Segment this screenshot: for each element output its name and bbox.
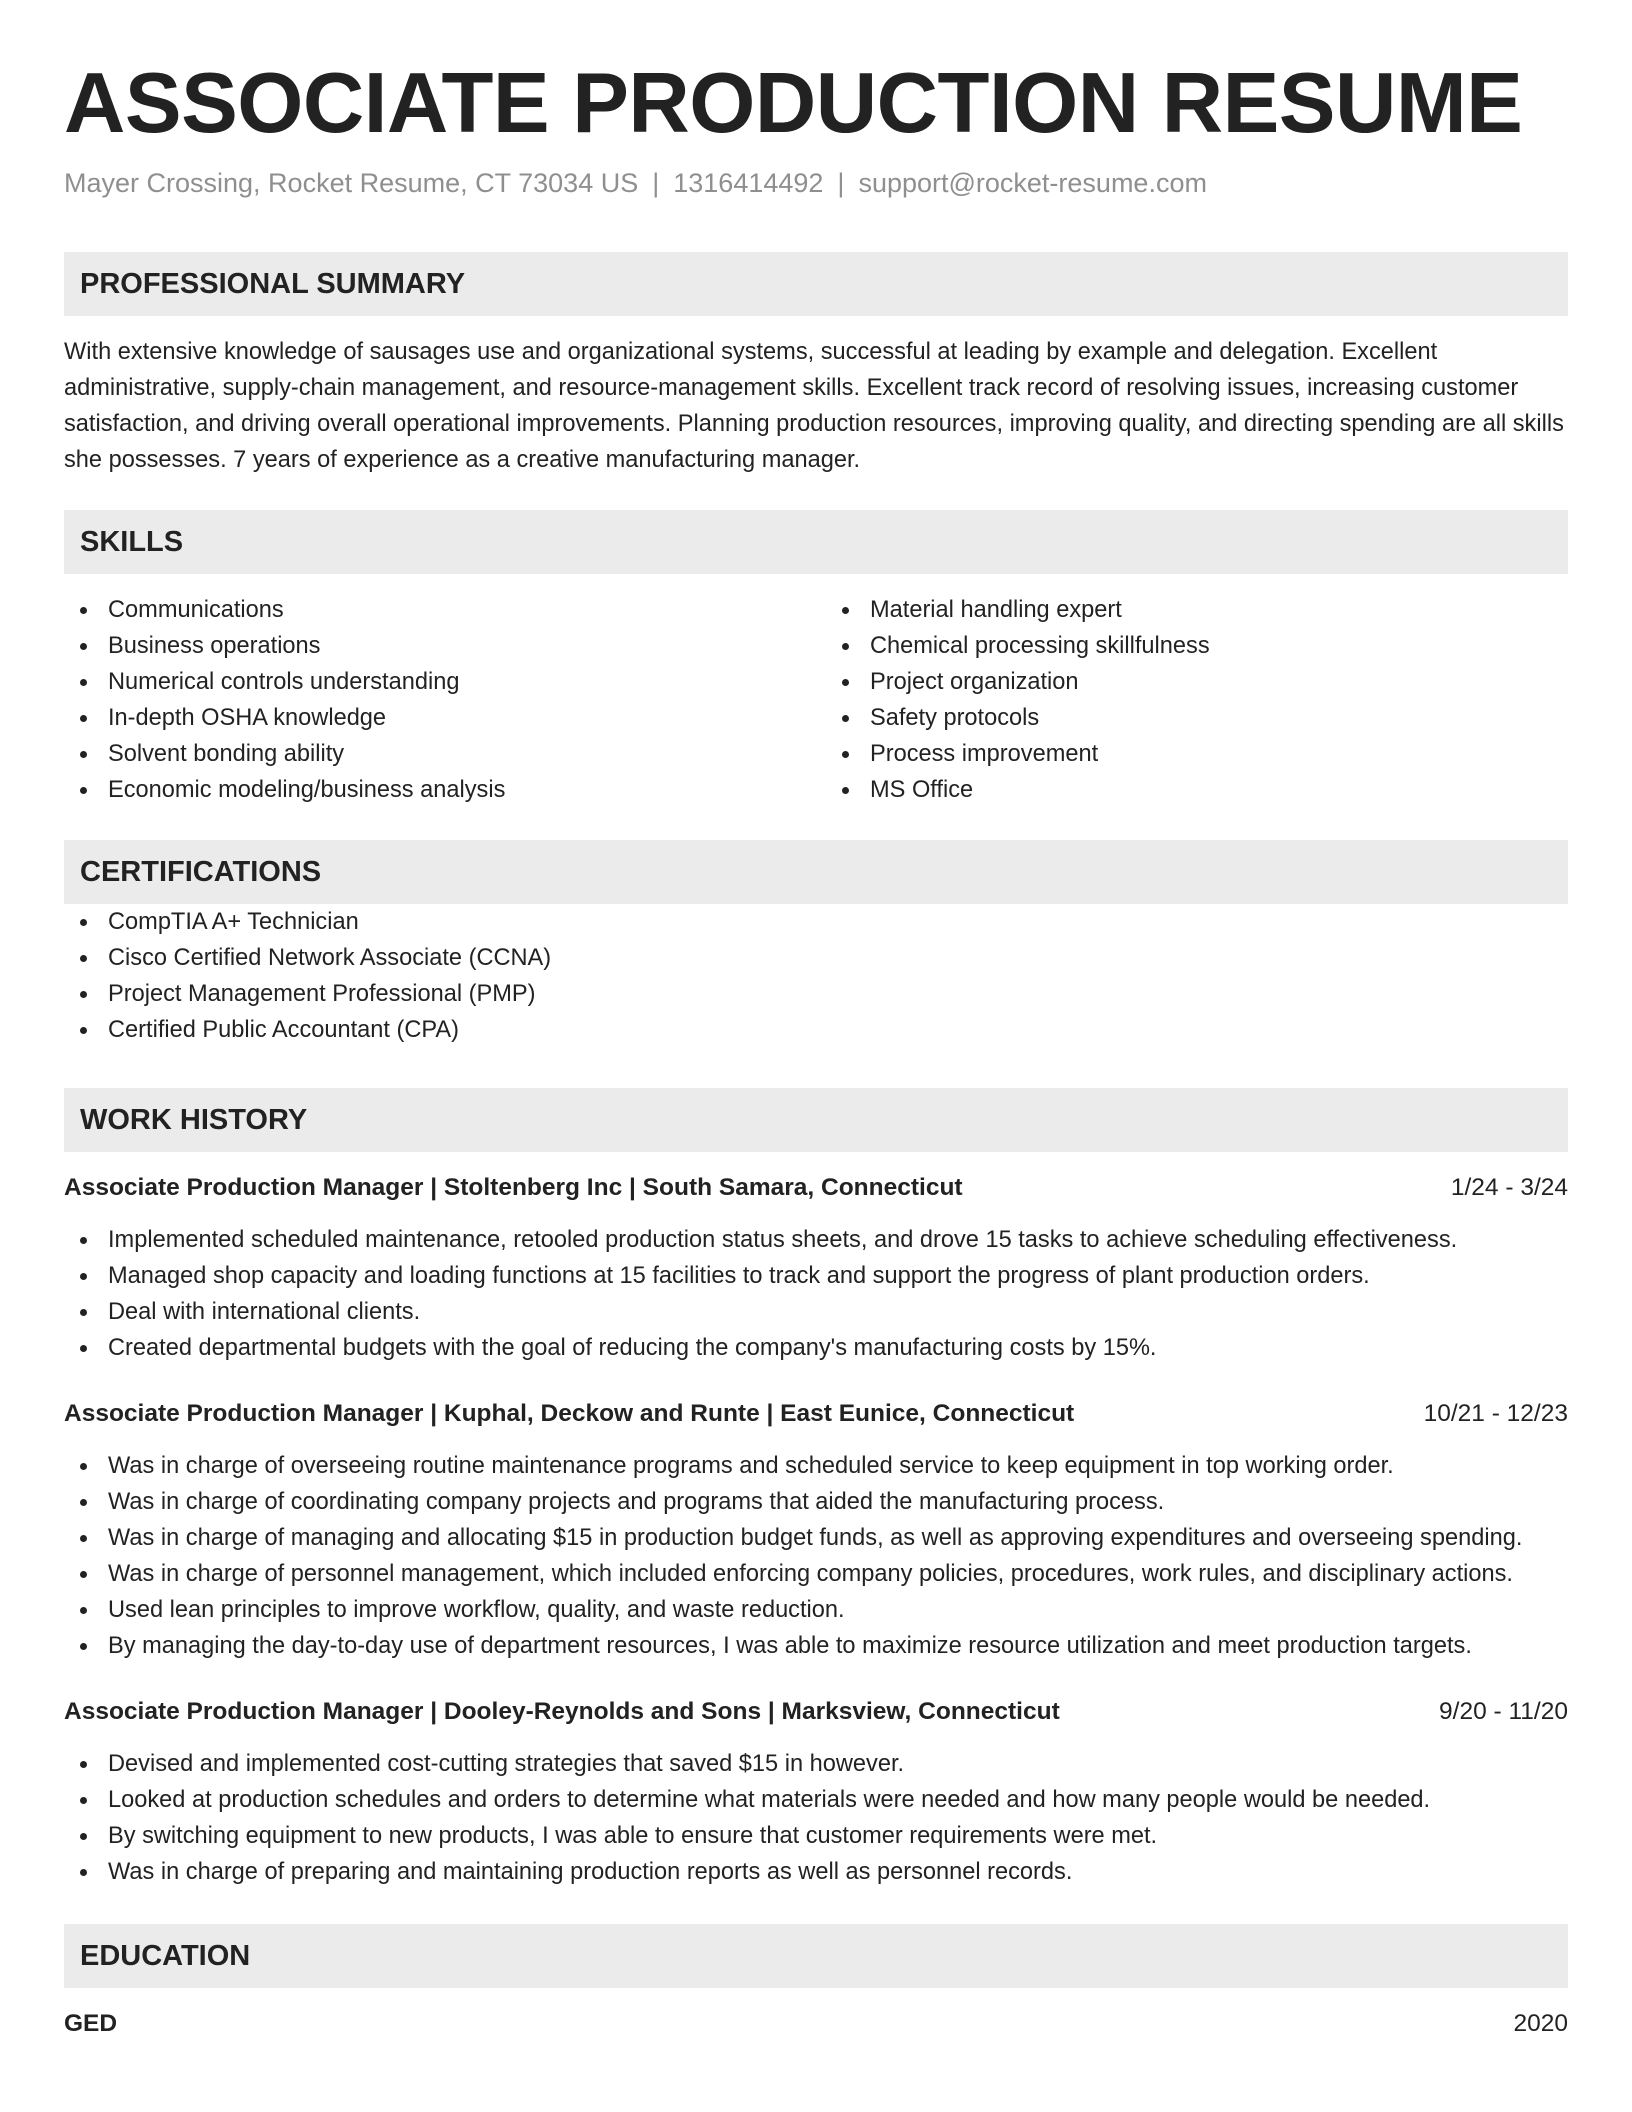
job-dates: 9/20 - 11/20	[1439, 1698, 1568, 1725]
resume-page	[64, 0, 1568, 2042]
contact-line	[64, 166, 1568, 200]
contact-phone: 1316414492	[673, 168, 824, 198]
job-entry	[64, 1694, 1568, 1890]
section-heading-certifications: CERTIFICATIONS	[64, 840, 1568, 904]
certification-item: Project Management Professional (PMP)	[64, 976, 1568, 1012]
job-dates: 1/24 - 3/24	[1450, 1174, 1568, 1201]
contact-email: support@rocket-resume.com	[858, 168, 1207, 198]
skill-item: Safety protocols	[826, 700, 1568, 736]
job-bullet: Implemented scheduled maintenance, retooled production status sheets, and drove 15 tasks to achieve scheduling effectiveness.	[64, 1222, 1568, 1258]
skill-item: Solvent bonding ability	[64, 736, 806, 772]
job-bullet: Was in charge of managing and allocating $15 in production budget funds, as well as approving expenditures and overseeing spending.	[64, 1520, 1568, 1556]
section-heading-work-history: WORK HISTORY	[64, 1088, 1568, 1152]
job-bullets	[64, 1746, 1568, 1890]
job-header	[64, 1170, 1568, 1206]
job-bullet: Created departmental budgets with the goal of reducing the company's manufacturing costs by 15%.	[64, 1330, 1568, 1366]
job-bullet: Was in charge of personnel management, which included enforcing company policies, procedures, work rules, and disciplinary actions.	[64, 1556, 1568, 1592]
job-bullet: Was in charge of overseeing routine maintenance programs and scheduled service to keep equipment in top working order.	[64, 1448, 1568, 1484]
skills-column-right	[826, 592, 1568, 808]
skills-grid	[64, 592, 1568, 808]
job-header	[64, 1694, 1568, 1730]
education-year: 2020	[1513, 2010, 1568, 2037]
skill-item: Economic modeling/business analysis	[64, 772, 806, 808]
section-heading-skills: SKILLS	[64, 510, 1568, 574]
job-dates: 10/21 - 12/23	[1423, 1400, 1568, 1427]
skill-item: Business operations	[64, 628, 806, 664]
certification-item: Certified Public Accountant (CPA)	[64, 1012, 1568, 1048]
job-bullet: Was in charge of coordinating company projects and programs that aided the manufacturing process.	[64, 1484, 1568, 1520]
job-bullet: Used lean principles to improve workflow, quality, and waste reduction.	[64, 1592, 1568, 1628]
job-bullet: Deal with international clients.	[64, 1294, 1568, 1330]
job-entry	[64, 1396, 1568, 1664]
job-title: Associate Production Manager | Kuphal, Deckow and Runte | East Eunice, Connecticut	[64, 1400, 1075, 1427]
skills-column-left	[64, 592, 806, 808]
education-entry	[64, 2006, 1568, 2042]
skill-item: Process improvement	[826, 736, 1568, 772]
job-bullet: By switching equipment to new products, I was able to ensure that customer requirements were met.	[64, 1818, 1568, 1854]
job-entry	[64, 1170, 1568, 1366]
skill-item: Chemical processing skillfulness	[826, 628, 1568, 664]
job-bullets	[64, 1222, 1568, 1366]
education-degree: GED	[64, 2010, 118, 2037]
job-bullet: Was in charge of preparing and maintaining production reports as well as personnel records.	[64, 1854, 1568, 1890]
contact-address: Mayer Crossing, Rocket Resume, CT 73034 US	[64, 168, 639, 198]
job-header	[64, 1396, 1568, 1432]
skill-item: MS Office	[826, 772, 1568, 808]
job-bullet: Looked at production schedules and orders to determine what materials were needed and how many people would be needed.	[64, 1782, 1568, 1818]
skill-item: Material handling expert	[826, 592, 1568, 628]
skill-item: Project organization	[826, 664, 1568, 700]
job-bullet: By managing the day-to-day use of department resources, I was able to maximize resource utilization and meet production targets.	[64, 1628, 1568, 1664]
skill-item: In-depth OSHA knowledge	[64, 700, 806, 736]
section-heading-education: EDUCATION	[64, 1924, 1568, 1988]
job-title: Associate Production Manager | Dooley-Reynolds and Sons | Marksview, Connecticut	[64, 1698, 1060, 1725]
job-bullet: Managed shop capacity and loading functions at 15 facilities to track and support the progress of plant production orders.	[64, 1258, 1568, 1294]
contact-separator: |	[652, 168, 660, 198]
section-heading-summary: PROFESSIONAL SUMMARY	[64, 252, 1568, 316]
contact-separator: |	[837, 168, 845, 198]
certification-item: CompTIA A+ Technician	[64, 904, 1568, 940]
summary-text: With extensive knowledge of sausages use and organizational systems, successful at leading by example and delegation. Excellent administrative, supply-chain management, and resource-management skills. Excellent track record of resolving issues, increasing customer satisfaction, and driving overall operational improvements. Planning production resources, improving quality, and directing spending are all skills she possesses. 7 years of experience as a creative manufacturing manager.	[64, 339, 1564, 473]
skill-item: Numerical controls understanding	[64, 664, 806, 700]
job-bullet: Devised and implemented cost-cutting strategies that saved $15 in however.	[64, 1746, 1568, 1782]
resume-title: ASSOCIATE PRODUCTION RESUME	[64, 56, 1523, 151]
certifications-list	[64, 904, 1568, 1048]
skill-item: Communications	[64, 592, 806, 628]
job-title: Associate Production Manager | Stoltenberg Inc | South Samara, Connecticut	[64, 1174, 963, 1201]
job-bullets	[64, 1448, 1568, 1664]
certification-item: Cisco Certified Network Associate (CCNA)	[64, 940, 1568, 976]
